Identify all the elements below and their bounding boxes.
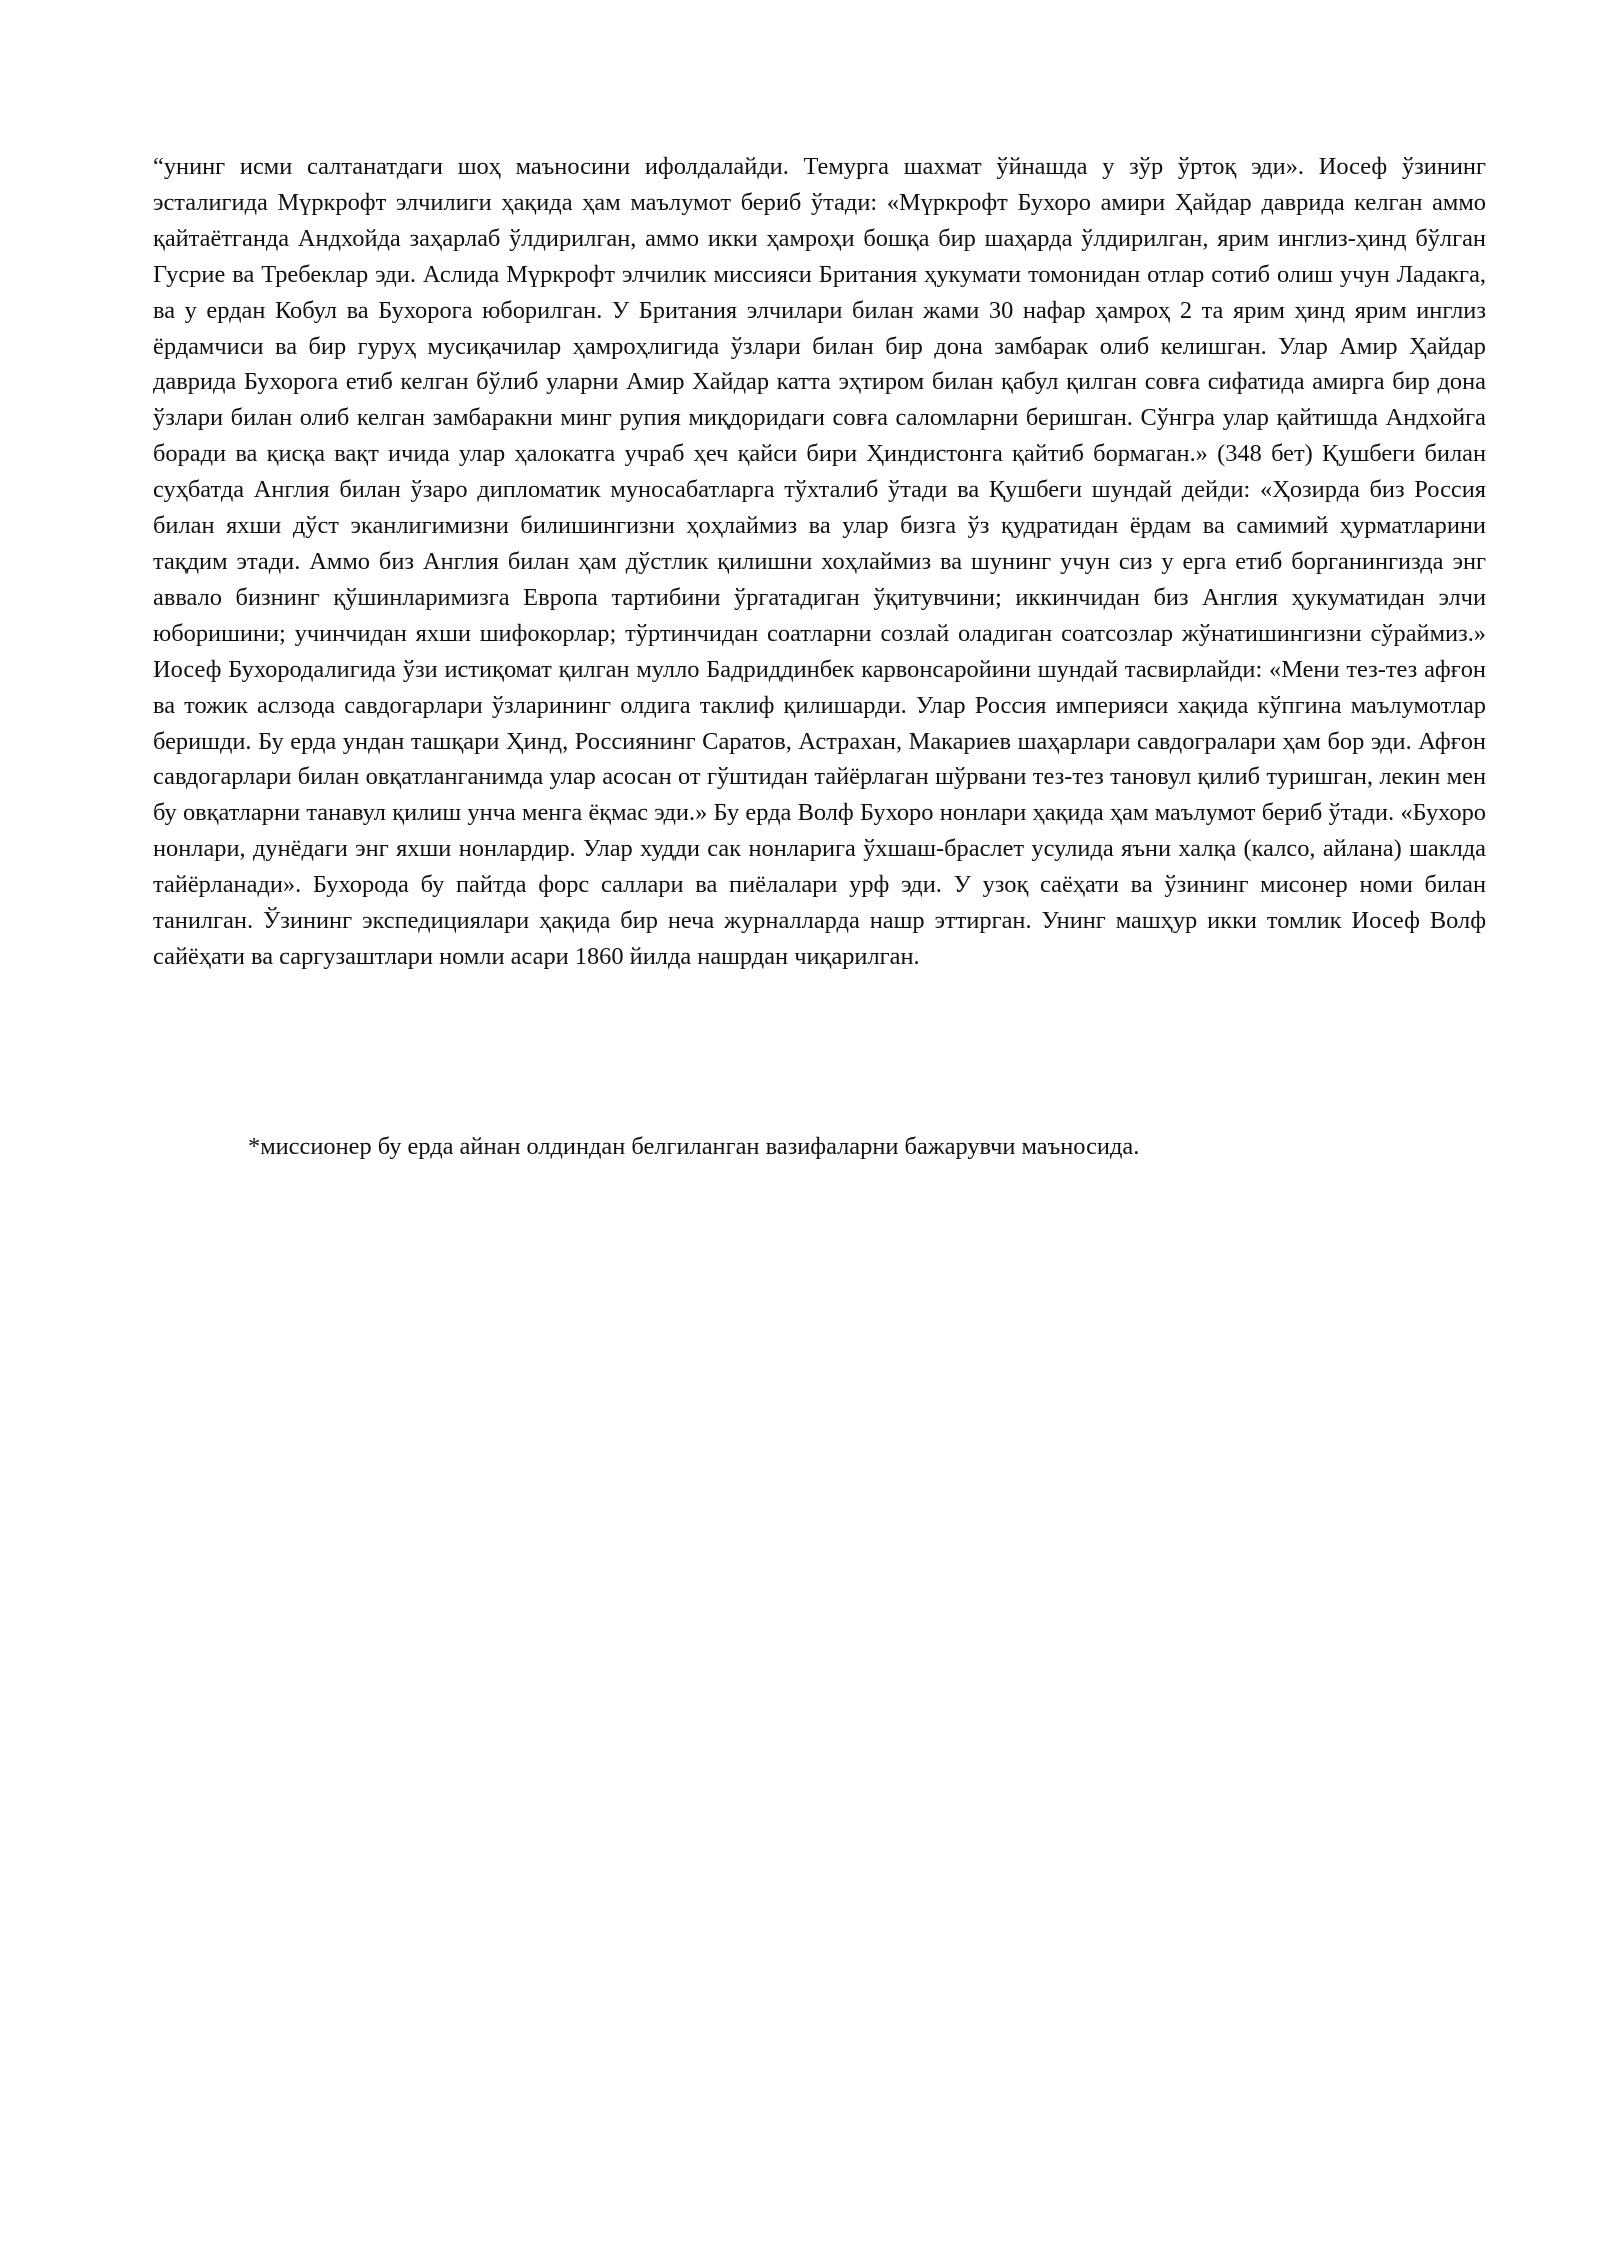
body-paragraph: “унинг исми салтанатдаги шоҳ маъносини ифолдалайди. Темурга шахмат ўйнашда у зўр ўртоқ эди». Иосеф ўзининг эсталигида Мүркрофт элчилиги ҳақида ҳам маълумот бериб ўтади: «Мүркрофт Бухоро амири Ҳайдар даврида келган аммо қайтаётганда Андхойда заҳарлаб ўлдирилган, аммо икки ҳамроҳи бошқа бир шаҳарда ўлдирилган, ярим инглиз-ҳинд бўлган Гусрие ва Требеклар эди. Аслида Мүркрофт элчилик миссияси Британия ҳукумати томонидан отлар сотиб олиш учун Ладакга, ва у ердан Кобул ва Бухорога юборилган. У Британия элчилари билан жами 30 нафар ҳамроҳ 2 та ярим ҳинд ярим инглиз ёрдамчиси ва бир гуруҳ мусиқачилар ҳамроҳлигида ўзлари билан бир дона замбарак олиб келишган. Улар Амир Ҳайдар даврида Бухорога етиб келган бўлиб уларни Амир Хайдар катта эҳтиром билан қабул қилган совға сифатида амирга бир дона ўзлари билан олиб келган замбаракни минг рупия миқдоридаги совға саломларни беришган. Сўнгра улар қайтишда Андхойга боради ва қисқа вақт ичида улар ҳалокатга учраб ҳеч қайси бири Ҳиндистонга қайтиб бормаган.» (348 бет) Қушбеги билан суҳбатда Англия билан ўзаро дипломатик муносабатларга тўхталиб ўтади ва Қушбеги шундай дейди: «Ҳозирда биз Россия билан яхши дўст эканлигимизни билишингизни ҳоҳлаймиз ва улар бизга ўз қудратидан ёрдам ва самимий ҳурматларини тақдим этади. Аммо биз Англия билан ҳам дўстлик қилишни хоҳлаймиз ва шунинг учун сиз у ерга етиб борганингизда энг аввало бизнинг қўшинларимизга Европа тартибини ўргатадиган ўқитувчини; иккинчидан биз Англия ҳукуматидан элчи юборишини; учинчидан яхши шифокорлар; тўртинчидан соатларни созлай оладиган соатсозлар жўнатишингизни сўраймиз.» Иосеф Бухородалигида ўзи истиқомат қилган мулло Бадриддинбек карвонсаройини шундай тасвирлайди: «Мени тез-тез афғон ва тожик аслзода савдогарлари ўзларининг олдига таклиф қилишарди. Улар Россия империяси хақида кўпгина маълумотлар беришди. Бу ерда ундан ташқари Ҳинд, Россиянинг Саратов, Астрахан, Макариев шаҳарлари савдогралари ҳам бор эди. Афғон савдогарлари билан овқатланганимда улар асосан от гўштидан тайёрлаган шўрвани тез-тез тановул қилиб туришган, лекин мен бу овқатларни танавул қилиш унча менга ёқмас эди.» Бу ерда Волф Бухоро нонлари ҳақида ҳам маълумот бериб ўтади. «Бухоро нонлари, дунёдаги энг яхши нонлардир. Улар худди сак нонларига ўхшаш-браслет усулида яъни халқа (калсо, айлана) шаклда тайёрланади». Бухорода бу пайтда форс саллари ва пиёлалари урф эди. У узоқ саёҳати ва ўзининг мисонер номи билан танилган. Ўзининг экспедициялари ҳақида бир неча журналларда нашр эттирган. Унинг машҳур икки томлик Иосеф Волф сайёҳати ва саргузаштлари номли асари 1860 йилда нашрдан чиқарилган. xyxy=(153,153,1486,970)
footnote: *миссионер бу ерда айнан олдиндан белгиланган вазифаларни бажарувчи маъносида. xyxy=(248,1133,1140,1160)
